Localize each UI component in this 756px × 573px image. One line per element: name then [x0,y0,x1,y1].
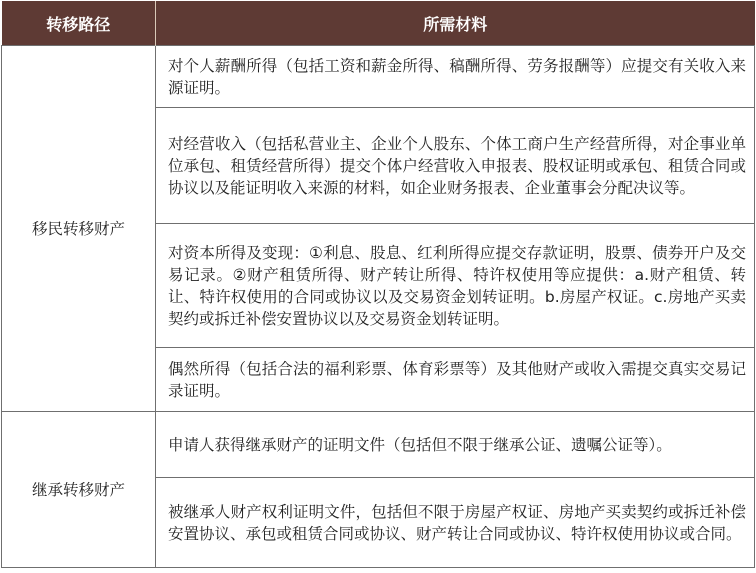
material-cell: 申请人获得继承财产的证明文件（包括但不限于继承公证、遗嘱公证等）。 [156,412,755,478]
path-cell-inheritance: 继承转移财产 [2,412,156,568]
table-row [2,46,755,108]
header-materials: 所需材料 [156,1,755,46]
materials-table [1,1,755,568]
header-row [2,1,755,46]
material-cell: 被继承人财产权利证明文件，包括但不限于房屋产权证、房地产买卖契约或拆迁补偿安置协议、承包或租赁合同或协议、财产转让合同或协议、特许权使用协议或合同。 [156,478,755,568]
path-cell-immigration: 移民转移财产 [2,46,156,412]
material-cell: 对资本所得及变现：①利息、股息、红利所得应提交存款证明，股票、债券开户及交易记录。②财产租赁所得、财产转让所得、特许权使用等应提供：a.财产租赁、转让、特许权使用的合同或协议以及交易资金划转证明。b.房屋产权证。c.房地产买卖契约或拆迁补偿安置协议以及交易资金划转证明。 [156,224,755,348]
material-cell: 偶然所得（包括合法的福利彩票、体育彩票等）及其他财产或收入需提交真实交易记录证明。 [156,348,755,412]
table-row [2,412,755,478]
material-cell: 对个人薪酬所得（包括工资和薪金所得、稿酬所得、劳务报酬等）应提交有关收入来源证明。 [156,46,755,108]
material-cell: 对经营收入（包括私营业主、企业个人股东、个体工商户生产经营所得，对企事业单位承包、租赁经营所得）提交个体户经营收入申报表、股权证明或承包、租赁合同或协议以及能证明收入来源的材料，如企业财务报表、企业董事会分配决议等。 [156,108,755,224]
header-path: 转移路径 [2,1,156,46]
